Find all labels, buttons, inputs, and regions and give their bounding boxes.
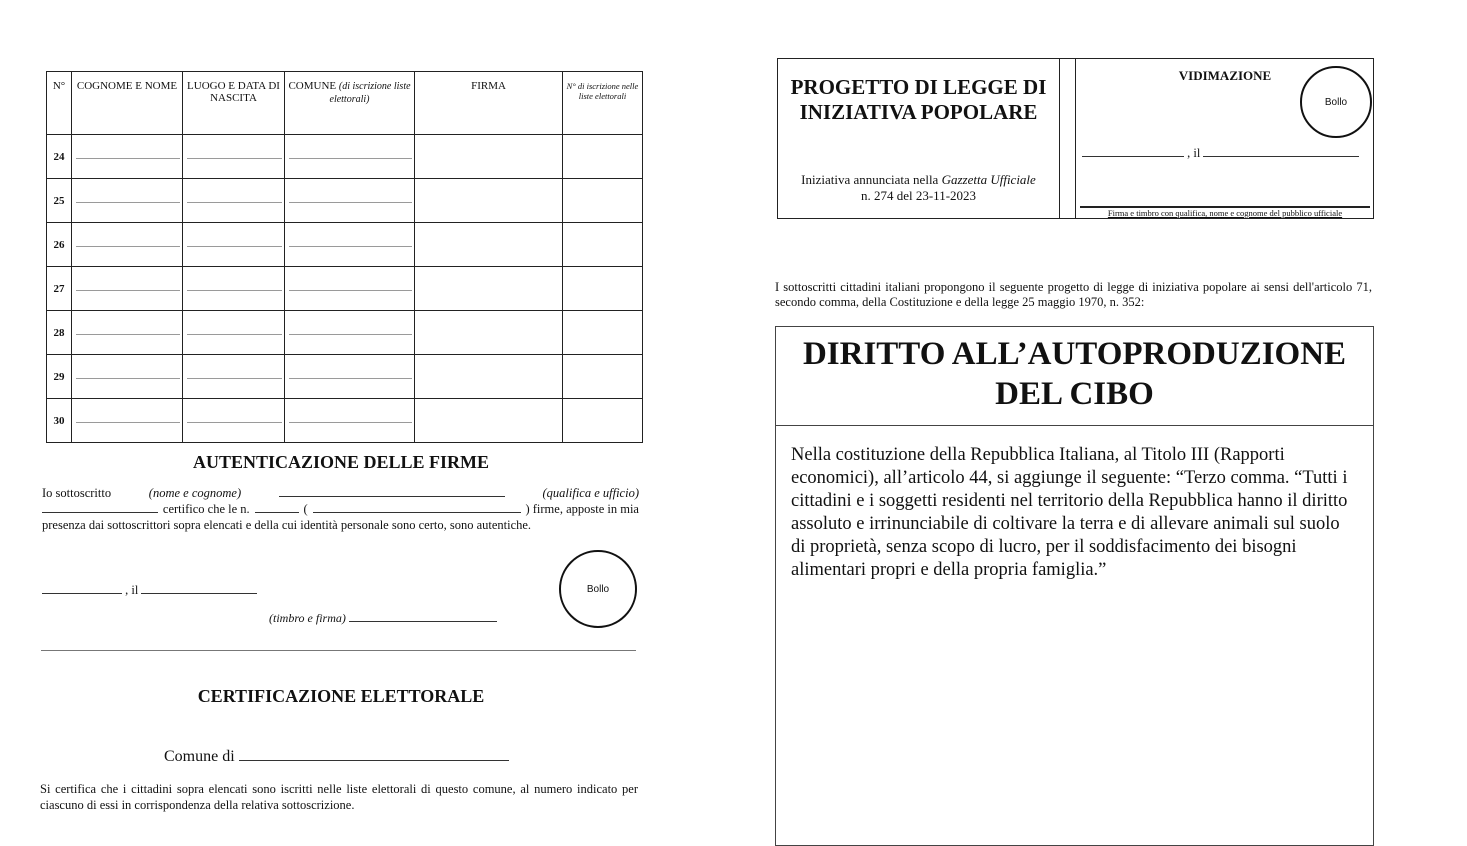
header-comune-note: (di iscrizione liste elettorali): [329, 81, 411, 105]
header-num: N°: [47, 72, 72, 135]
luogo-data-nascita-cell[interactable]: [183, 399, 285, 443]
comune-cell[interactable]: [285, 267, 415, 311]
certificazione-text: Si certifica che i cittadini sopra elencati sono iscritti nelle liste elettorali di questo comune, al numero indicato per ciascuno di essi in corrispondenza della relativa sottoscrizione.: [40, 782, 638, 812]
data-field[interactable]: [141, 582, 257, 594]
vidimazione-il-text: , il: [1187, 146, 1201, 160]
progetto-legge-title: PROGETTO DI LEGGE DI INIZIATIVA POPOLARE: [790, 75, 1047, 124]
luogo-data-nascita-cell[interactable]: [183, 267, 285, 311]
iscrizione-cell[interactable]: [563, 311, 643, 355]
nome-field[interactable]: [279, 485, 505, 497]
cognome-nome-cell[interactable]: [72, 179, 183, 223]
row-number: 26: [47, 223, 72, 267]
numero-firme-lettere-field[interactable]: [313, 501, 521, 513]
comune-cell[interactable]: [285, 179, 415, 223]
luogo-data-nascita-cell[interactable]: [183, 311, 285, 355]
table-row: [47, 311, 643, 355]
cognome-nome-cell[interactable]: [72, 311, 183, 355]
firma-cell[interactable]: [415, 179, 563, 223]
paren-open: (: [303, 502, 308, 516]
header-iscrizione: N° di iscrizione nelle liste elettorali: [563, 72, 643, 135]
luogo-data-nascita-cell[interactable]: [183, 355, 285, 399]
bollo-label-right: Bollo: [1324, 96, 1348, 108]
luogo-data-nascita-cell[interactable]: [183, 135, 285, 179]
comune-cell[interactable]: [285, 355, 415, 399]
comune-di-text: Comune di: [164, 748, 235, 765]
timbro-firma-line: [269, 610, 497, 626]
row-number: 28: [47, 311, 72, 355]
iscrizione-cell[interactable]: [563, 399, 643, 443]
il-text: , il: [125, 583, 139, 597]
comune-cell[interactable]: [285, 223, 415, 267]
law-title-divider: [775, 425, 1374, 426]
bollo-label: Bollo: [586, 583, 610, 595]
law-title: DIRITTO ALL’AUTOPRODUZIONE DEL CIBO: [802, 336, 1347, 412]
presenza-text: presenza dai sottoscrittori sopra elencati e della cui identità personale sono certo, sono autentiche.: [42, 518, 532, 532]
row-number: 27: [47, 267, 72, 311]
firme-apposte-text: ) firme, apposte in mia: [525, 502, 639, 516]
gazzetta-announcement: [778, 172, 1059, 204]
autenticazione-paragraph: [42, 485, 639, 533]
gazzetta-text: Gazzetta Ufficiale: [941, 172, 1036, 187]
qualifica-text: (qualifica e ufficio): [542, 486, 639, 500]
section-divider: [41, 650, 636, 651]
qualifica-field[interactable]: [42, 501, 158, 513]
luogo-data-nascita-cell[interactable]: [183, 179, 285, 223]
nome-cognome-text: (nome e cognome): [148, 486, 242, 500]
cognome-nome-cell[interactable]: [72, 135, 183, 179]
header-divider: [1059, 58, 1060, 219]
table-header-row: [47, 72, 643, 135]
iscrizione-cell[interactable]: [563, 179, 643, 223]
comune-cell[interactable]: [285, 311, 415, 355]
header-comune: [285, 72, 415, 135]
luogo-field[interactable]: [42, 582, 122, 594]
iscrizione-cell[interactable]: [563, 267, 643, 311]
firma-cell[interactable]: [415, 135, 563, 179]
header-name: COGNOME E NOME: [72, 72, 183, 135]
header-firma: FIRMA: [415, 72, 563, 135]
annunciata-text: Iniziativa annunciata nella: [801, 172, 939, 187]
table-row: [47, 223, 643, 267]
comune-cell[interactable]: [285, 135, 415, 179]
signature-table: [46, 71, 643, 443]
table-row: [47, 267, 643, 311]
firma-cell[interactable]: [415, 267, 563, 311]
table-row: [47, 399, 643, 443]
bollo-stamp-left: [559, 550, 637, 628]
header-comune-label: COMUNE: [288, 80, 337, 92]
iscrizione-cell[interactable]: [563, 135, 643, 179]
iscrizione-cell[interactable]: [563, 355, 643, 399]
certificazione-heading: CERTIFICAZIONE ELETTORALE: [197, 686, 485, 706]
row-number: 30: [47, 399, 72, 443]
table-row: [47, 135, 643, 179]
autenticazione-heading: AUTENTICAZIONE DELLE FIRME: [192, 452, 490, 472]
firma-cell[interactable]: [415, 355, 563, 399]
row-number: 24: [47, 135, 72, 179]
iscrizione-cell[interactable]: [563, 223, 643, 267]
vidimazione-luogo-field[interactable]: [1082, 145, 1184, 157]
firma-timbro-caption: Firma e timbro con qualifica, nome e cognome del pubblico ufficiale: [1107, 208, 1343, 218]
numero-firme-field[interactable]: [255, 501, 299, 513]
vidimazione-title: VIDIMAZIONE: [1178, 68, 1272, 83]
gazzetta-numero: n. 274 del 23-11-2023: [860, 188, 977, 203]
law-text: Nella costituzione della Repubblica Italiana, al Titolo III (Rapporti economici), all’articolo 44, si aggiunge il seguente: “Terzo comma. “Tutti i cittadini e i soggetti residenti nel territorio della Repubblica hanno il diritto assoluto e irrinunciabile di coltivare la terra e di allevare animali sul suolo di proprietà, senza scopo di lucro, per il soddisfacimento dei bisogni alimentari propri e della propria famiglia.”: [791, 445, 1348, 580]
row-number: 29: [47, 355, 72, 399]
cognome-nome-cell[interactable]: [72, 399, 183, 443]
vidimazione-date-line: [1082, 145, 1359, 161]
cognome-nome-cell[interactable]: [72, 267, 183, 311]
bollo-stamp-right: [1300, 66, 1372, 138]
luogo-data-line: [42, 582, 257, 598]
comune-di-line: [164, 746, 509, 766]
timbro-text: (timbro e firma): [269, 611, 346, 625]
comune-field[interactable]: [239, 746, 509, 761]
row-number: 25: [47, 179, 72, 223]
firma-cell[interactable]: [415, 399, 563, 443]
vidimazione-data-field[interactable]: [1203, 145, 1359, 157]
cognome-nome-cell[interactable]: [72, 355, 183, 399]
certifico-text: certifico che le n.: [162, 502, 250, 516]
io-sottoscritto-text: Io sottoscritto: [42, 486, 112, 500]
header-birth: LUOGO E DATA DI NASCITA: [183, 72, 285, 135]
firma-cell[interactable]: [415, 311, 563, 355]
timbro-field[interactable]: [349, 610, 497, 622]
luogo-data-nascita-cell[interactable]: [183, 223, 285, 267]
table-row: [47, 355, 643, 399]
firma-cell[interactable]: [415, 223, 563, 267]
table-row: [47, 179, 643, 223]
comune-cell[interactable]: [285, 399, 415, 443]
intro-paragraph: I sottoscritti cittadini italiani propongono il seguente progetto di legge di iniziativa popolare ai sensi dell'articolo 71, secondo comma, della Costituzione e della legge 25 maggio 1970, n. 352:: [775, 280, 1372, 309]
cognome-nome-cell[interactable]: [72, 223, 183, 267]
